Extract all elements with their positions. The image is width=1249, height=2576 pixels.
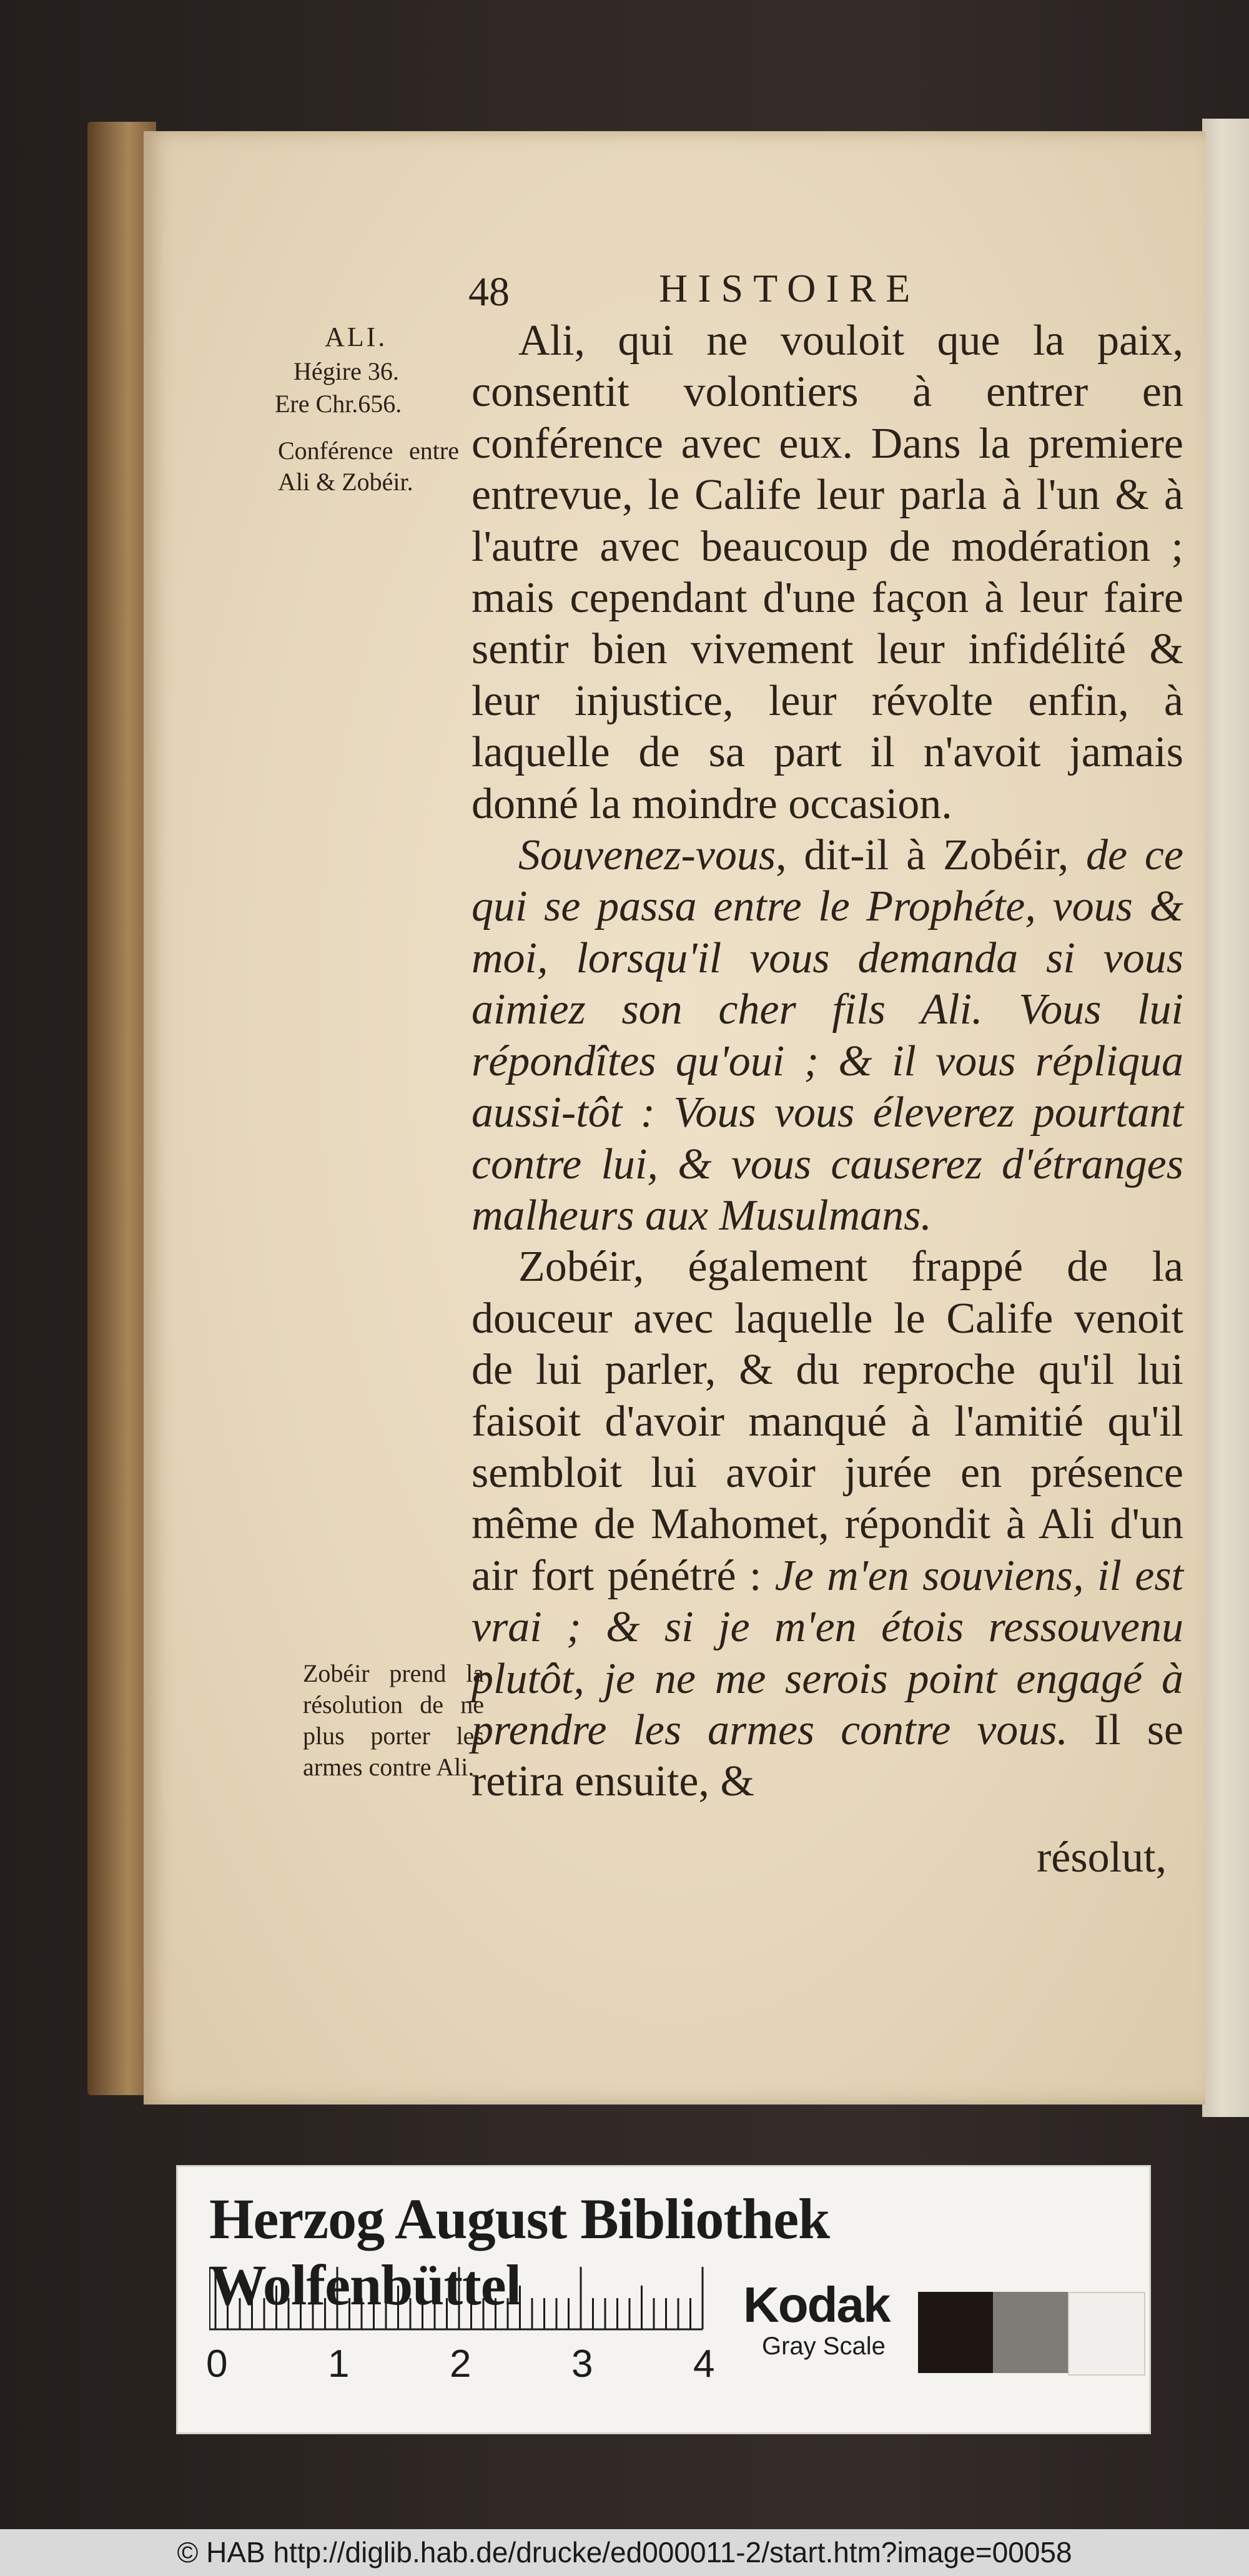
paragraph-2-italic-start: Souvenez-vous <box>518 831 776 880</box>
margin-note-zobeir-resolution: Zobéir prend la résolution de ne plus porter les armes contre Ali. <box>303 1659 484 1781</box>
ruler-label: 2 <box>450 2342 471 2386</box>
ruler-label: 4 <box>693 2342 715 2386</box>
facing-page-edge <box>1202 119 1249 2117</box>
paragraph-2-roman: , dit-il à Zobéir, <box>776 831 1069 880</box>
paragraph-2 <box>471 830 1183 1241</box>
page-number: 48 <box>468 269 510 315</box>
paragraph-3-end: Il se retira ensuite, & <box>471 1705 1183 1806</box>
paragraph-3 <box>471 1241 1183 1807</box>
running-head: HISTOIRE <box>659 266 921 310</box>
margin-note-ali: ALI. <box>325 322 388 352</box>
catchword: résolut, <box>1037 1833 1167 1882</box>
footer-credit: © HAB http://diglib.hab.de/drucke/ed000011-2/start.htm?image=00058 <box>0 2529 1249 2576</box>
kodak-logo: Kodak <box>743 2277 890 2332</box>
card-title: Herzog August Bibliothek Wolfenbüttel <box>209 2187 830 2317</box>
ruler-label: 1 <box>328 2342 350 2386</box>
margin-note-hegire: Hégire 36. <box>294 357 399 385</box>
margin-note-ere: Ere Chr.656. <box>275 390 402 418</box>
paragraph-3-roman: Zobéir, également frappé de la douceur avec laquelle le Calife venoit de lui parler, & du reproche qu'il lui faisoit d'avoir manqué à l'amitié qu'il sembloit lui avoir jurée en présence même de Mahomet, répondit à Ali d'un air fort pénétré : <box>471 1243 1183 1600</box>
ruler-label: 3 <box>571 2342 593 2386</box>
paragraph-1: Ali, qui ne vouloit que la paix, consentit volontiers à entrer en conférence avec eux. Dans la premiere entrevue, le Calife leur parla à l'un & à l'autre avec beaucoup de modération ; mais cependant d'une façon à leur faire sentir bien vivement leur infidélité & leur injustice, leur révolte enfin, à laquelle de sa part il n'avoit jamais donné la moindre occasion. <box>471 317 1183 828</box>
gray-scale-label: Gray Scale <box>762 2332 886 2360</box>
swatch-gray <box>993 2292 1068 2373</box>
color-calibration-card <box>178 2167 1149 2432</box>
paragraph-3-italic: Je m'en souviens, il est vrai ; & si je m'en étois ressouvenu plutôt, je ne me serois point engagé à prendre les armes contre vous. <box>471 1551 1184 1754</box>
paragraph-2-italic-rest: de ce qui se passa entre le Prophéte, vous & moi, lorsqu'il vous demanda si vous aimiez son cher fils Ali. Vous lui répondîtes qu'oui ; & il vous répliqua aussi-tôt : Vous vous éleverez pourtant contre lui, & vous causerez d'étranges malheurs aux Musulmans. <box>471 831 1183 1240</box>
swatch-black <box>918 2292 993 2373</box>
margin-note-conference: Conférence entre Ali & Zobéir. <box>278 437 459 496</box>
main-text <box>471 315 1183 1808</box>
swatch-white <box>1068 2292 1145 2376</box>
ruler-label: 0 <box>206 2342 228 2386</box>
